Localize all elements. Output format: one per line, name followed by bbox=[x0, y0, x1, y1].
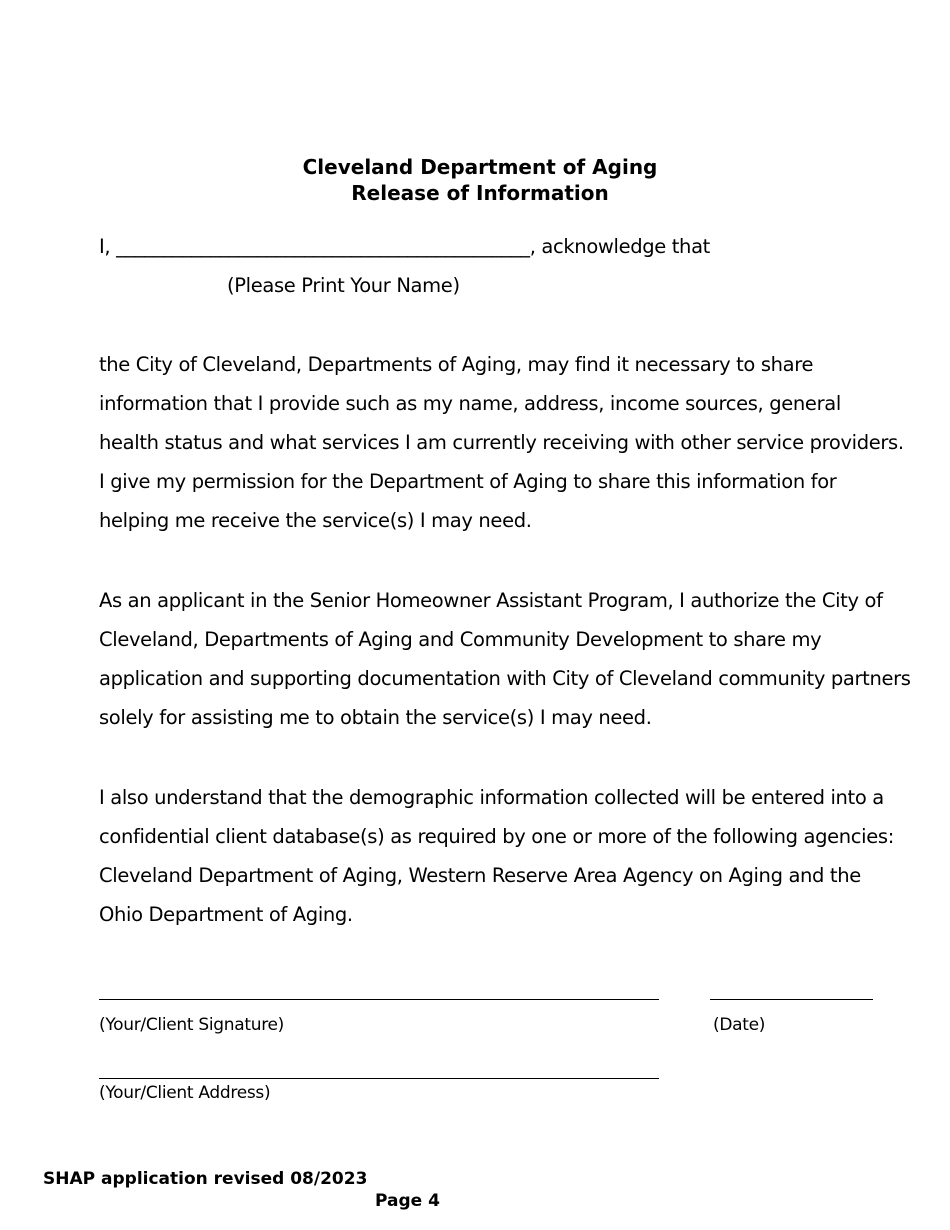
paragraph-line: confidential client database(s) as required by one or more of the following agencies: bbox=[99, 825, 894, 848]
paragraph-line: I give my permission for the Department of Aging to share this information for bbox=[99, 470, 837, 493]
signature-line[interactable] bbox=[99, 999, 659, 1000]
paragraph-line: Cleveland, Departments of Aging and Community Development to share my bbox=[99, 628, 822, 651]
paragraph-shap-authorization bbox=[99, 581, 911, 737]
paragraph-line: I also understand that the demographic information collected will be entered into a bbox=[99, 786, 884, 809]
paragraph-line: Ohio Department of Aging. bbox=[99, 903, 353, 926]
address-line[interactable] bbox=[99, 1078, 659, 1079]
document-subtitle: Release of Information bbox=[351, 181, 609, 205]
paragraph-line: application and supporting documentation with City of Cleveland community partners bbox=[99, 667, 911, 690]
signature-label: (Your/Client Signature) bbox=[99, 1015, 285, 1035]
paragraph-line: the City of Cleveland, Departments of Aging, may find it necessary to share bbox=[99, 353, 814, 376]
paragraph-line: information that I provide such as my name, address, income sources, general bbox=[99, 392, 841, 415]
address-label: (Your/Client Address) bbox=[99, 1083, 271, 1103]
date-line[interactable] bbox=[710, 999, 873, 1000]
paragraph-line: As an applicant in the Senior Homeowner Assistant Program, I authorize the City of bbox=[99, 589, 883, 612]
document-title: Cleveland Department of Aging bbox=[302, 155, 658, 179]
date-label: (Date) bbox=[713, 1015, 766, 1035]
revision-note: SHAP application revised 08/2023 bbox=[43, 1169, 368, 1189]
paragraph-line: health status and what services I am currently receiving with other service providers. bbox=[99, 431, 904, 454]
paragraph-line: Cleveland Department of Aging, Western Reserve Area Agency on Aging and the bbox=[99, 864, 861, 887]
paragraph-sharing-consent bbox=[99, 345, 904, 540]
paragraph-line: helping me receive the service(s) I may need. bbox=[99, 509, 532, 532]
page-number: Page 4 bbox=[375, 1191, 440, 1211]
paragraph-line: solely for assisting me to obtain the service(s) I may need. bbox=[99, 706, 652, 729]
paragraph-demographic-database bbox=[99, 778, 894, 934]
name-acknowledgement-line: I, ____________________________________________, acknowledge that bbox=[99, 235, 710, 258]
name-field-hint: (Please Print Your Name) bbox=[227, 274, 460, 297]
